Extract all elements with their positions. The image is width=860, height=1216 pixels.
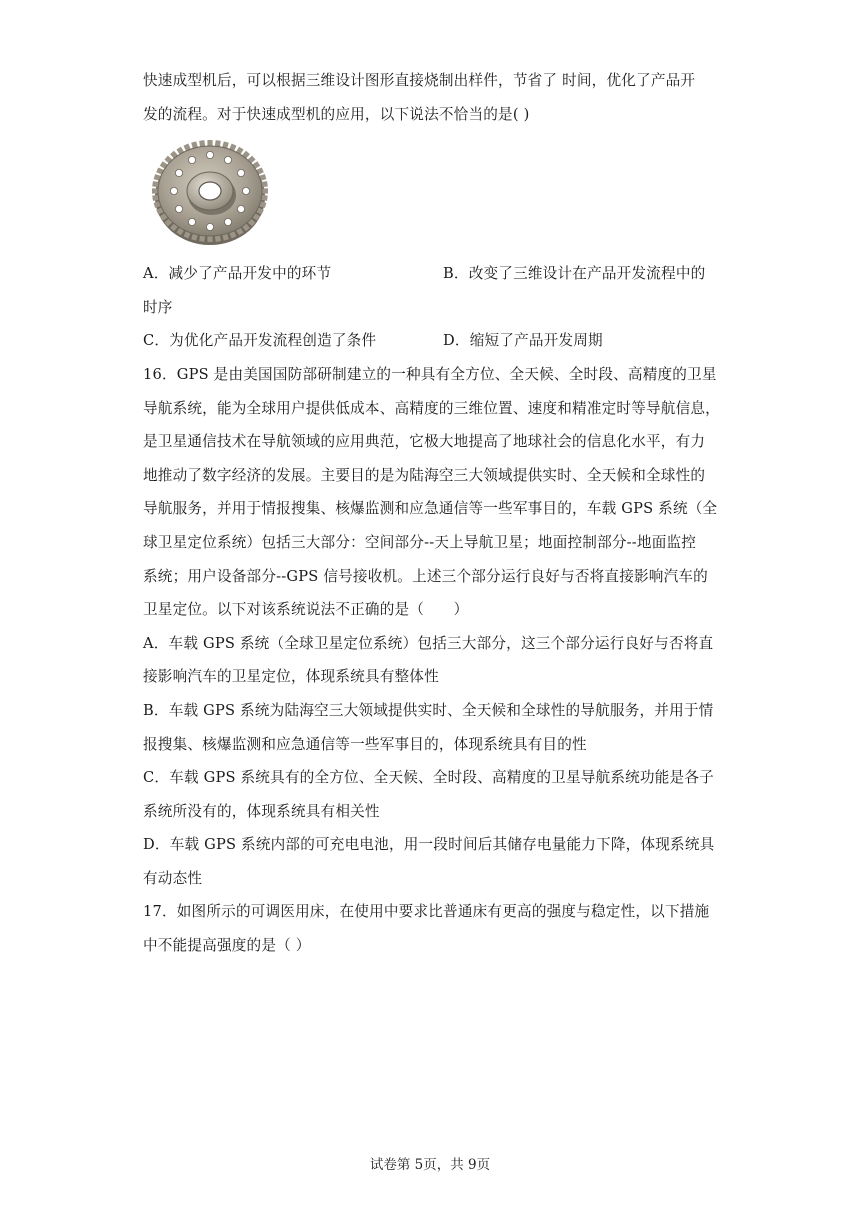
gear-part-photo-icon: [151, 135, 269, 247]
q17-stem-line: 中不能提高强度的是（ ）: [143, 937, 311, 955]
q16-stem-line: 系统；用户设备部分--GPS 信号接收机。上述三个部分运行良好与否将直接影响汽车的: [143, 567, 708, 585]
q16-option-d-continued: 有动态性: [143, 869, 203, 887]
q16-stem-line: 卫星定位。以下对该系统说法不正确的是（ ）: [143, 601, 469, 619]
q15-options-row-1: [143, 257, 723, 291]
q16-stem-line: 球卫星定位系统）包括三大部分：空间部分--天上导航卫星；地面控制部分--地面监控: [143, 533, 697, 551]
q16-option-d[interactable]: D．车载 GPS 系统内部的可充电电池，用一段时间后其储存电量能力下降，体现系统具: [143, 836, 715, 854]
q15-option-a[interactable]: A．减少了产品开发中的环节: [143, 265, 332, 283]
q16-option-a[interactable]: A．车载 GPS 系统（全球卫星定位系统）包括三大部分，这三个部分运行良好与否将直: [143, 634, 714, 652]
q15-stem-line-1: 快速成型机后，可以根据三维设计图形直接烧制出样件，节省了 时间，优化了产品开: [143, 72, 696, 89]
gear-figure: [143, 135, 723, 253]
q16-option-b-continued: 报搜集、核爆监测和应急通信等一些军事目的，体现系统具有目的性: [143, 735, 587, 753]
q15-option-b[interactable]: B．改变了三维设计在产品开发流程中的: [443, 265, 706, 283]
q15-option-b-continued: 时序: [143, 298, 173, 316]
q16-option-b[interactable]: B．车载 GPS 系统为陆海空三大领域提供实时、全天候和全球性的导航服务，并用于情: [143, 701, 714, 719]
q16-option-c[interactable]: C．车载 GPS 系统具有的全方位、全天候、全时段、高精度的卫星导航系统功能是各子: [143, 769, 714, 787]
q16-option-a-continued: 接影响汽车的卫星定位，体现系统具有整体性: [143, 668, 439, 686]
q17-stem-line: 17．如图所示的可调医用床，在使用中要求比普通床有更高的强度与稳定性，以下措施: [143, 903, 710, 921]
q15-option-d[interactable]: D．缩短了产品开发周期: [443, 332, 603, 350]
q16-stem-line: 导航系统，能为全球用户提供低成本、高精度的三维位置、速度和精准定时等导航信息，: [143, 399, 720, 417]
page-footer: 试卷第 5页，共 9页: [369, 1157, 491, 1173]
q15-option-c[interactable]: C．为优化产品开发流程创造了条件: [143, 332, 377, 350]
q15-options-row-2: [143, 324, 723, 358]
q16-stem-line: 导航服务，并用于情报搜集、核爆监测和应急通信等一些军事目的，车载 GPS 系统（全: [143, 500, 718, 518]
q16-stem-line: 地推动了数字经济的发展。主要目的是为陆海空三大领域提供实时、全天候和全球性的: [143, 466, 706, 484]
q16-option-c-continued: 系统所没有的，体现系统具有相关性: [143, 802, 380, 820]
q16-stem-line: 是卫星通信技术在导航领域的应用典范，它极大地提高了地球社会的信息化水平，有力: [143, 433, 706, 451]
page-content: [143, 64, 723, 963]
q16-stem-line: 16．GPS 是由美国国防部研制建立的一种具有全方位、全天候、全时段、高精度的卫星: [143, 365, 717, 383]
q15-stem-line-2: 发的流程。对于快速成型机的应用，以下说法不恰当的是( ): [143, 105, 530, 123]
